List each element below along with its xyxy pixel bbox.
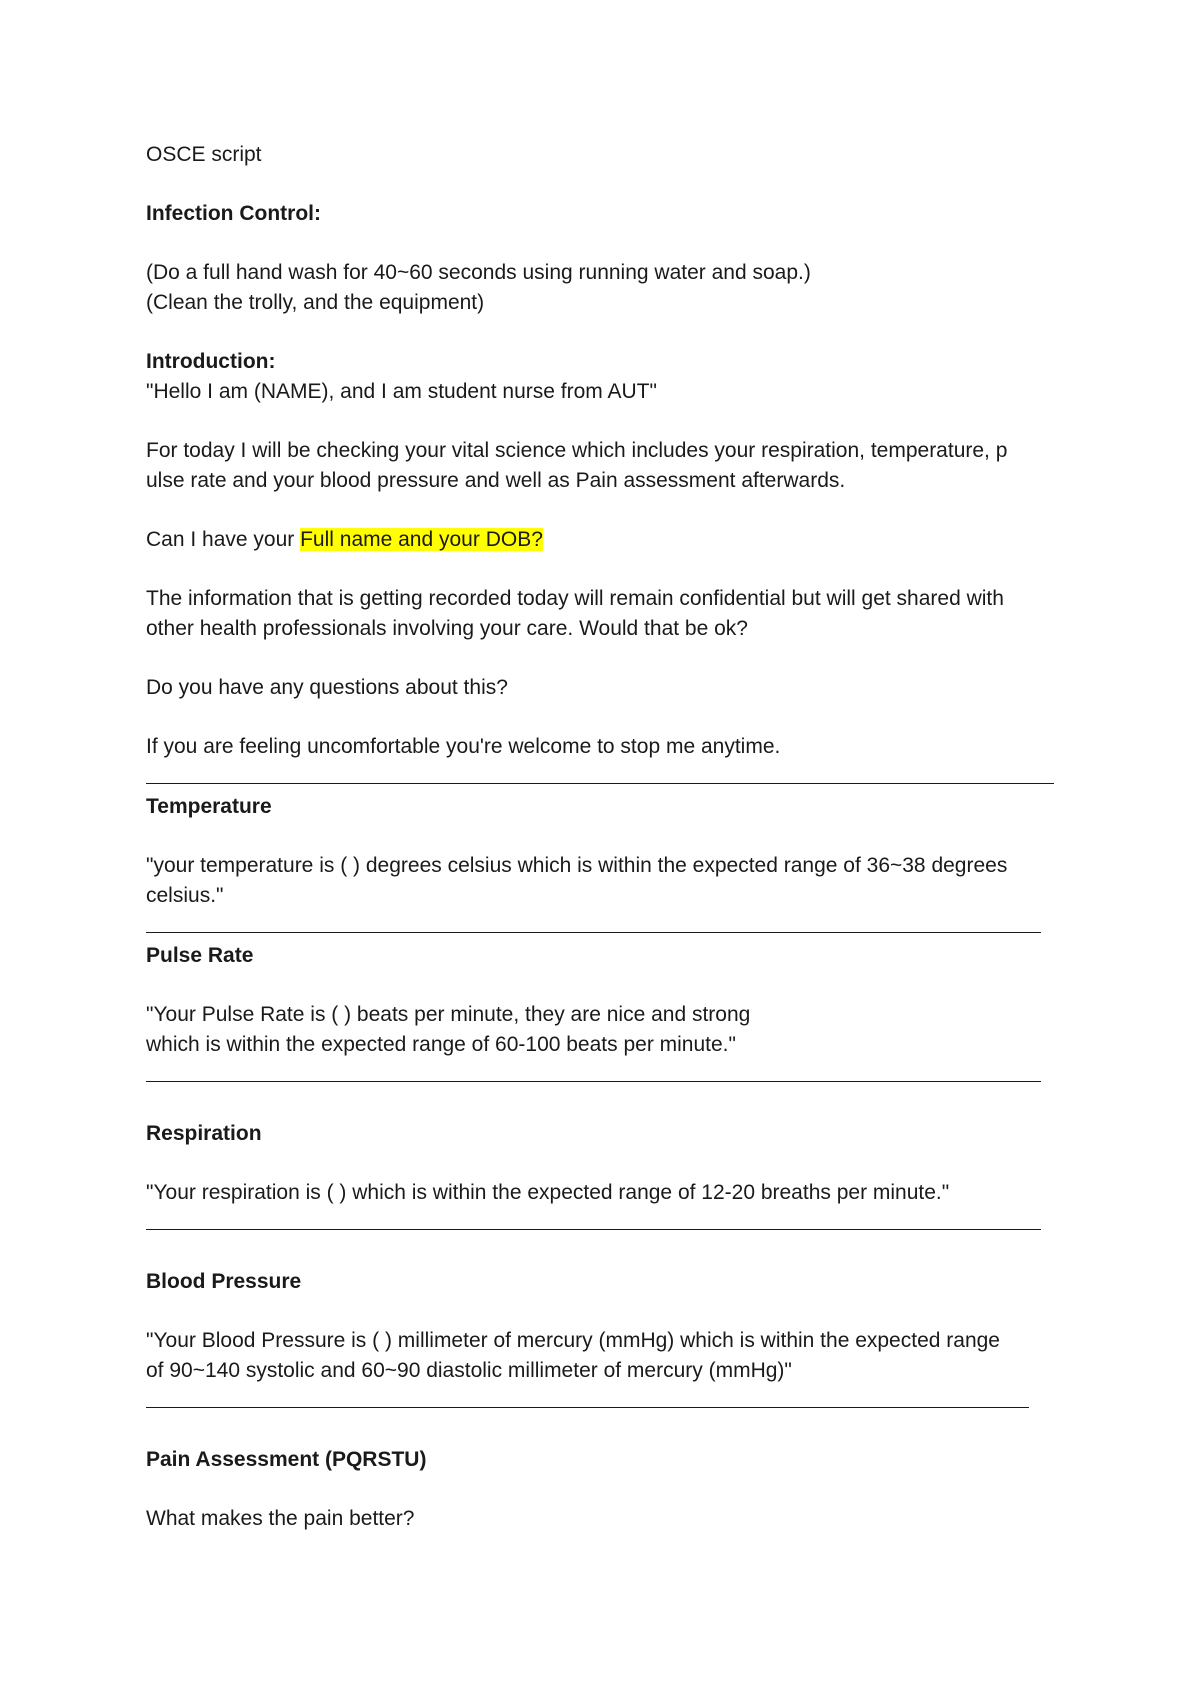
stop-anytime-line: If you are feeling uncomfortable you're welcome to stop me anytime. xyxy=(146,735,781,758)
blood-pressure-line-2: of 90~140 systolic and 60~90 diastolic millimeter of mercury (mmHg)" xyxy=(146,1359,792,1382)
section-divider xyxy=(146,1386,1029,1416)
pulse-rate-heading: Pulse Rate xyxy=(146,944,254,967)
questions-line: Do you have any questions about this? xyxy=(146,676,508,699)
identity-request-prefix: Can I have your xyxy=(146,528,301,551)
introduction-purpose-line-2: ulse rate and your blood pressure and well as Pain assessment afterwards. xyxy=(146,469,846,492)
section-divider xyxy=(146,1060,1041,1090)
pain-question: What makes the pain better? xyxy=(146,1507,415,1530)
temperature-heading: Temperature xyxy=(146,795,272,818)
respiration-line: "Your respiration is ( ) which is within the expected range of 12-20 breaths per minute." xyxy=(146,1181,950,1204)
identity-request-highlight: Full name and your DOB? xyxy=(300,528,543,551)
pulse-rate-line-2: which is within the expected range of 60-100 beats per minute." xyxy=(146,1033,736,1056)
confidentiality-line-1: The information that is getting recorded today will remain confidential but will get shared with xyxy=(146,587,1004,610)
temperature-line-2: celsius." xyxy=(146,884,224,907)
confidentiality-line-2: other health professionals involving your care. Would that be ok? xyxy=(146,617,748,640)
respiration-heading: Respiration xyxy=(146,1122,262,1145)
introduction-purpose-line-1: For today I will be checking your vital science which includes your respiration, temperature, p xyxy=(146,439,1008,462)
blood-pressure-line-1: "Your Blood Pressure is ( ) millimeter of mercury (mmHg) which is within the expected range xyxy=(146,1329,1000,1352)
infection-control-heading: Infection Control: xyxy=(146,202,321,225)
introduction-greeting: "Hello I am (NAME), and I am student nurse from AUT" xyxy=(146,380,657,403)
introduction-heading: Introduction: xyxy=(146,350,276,373)
blood-pressure-heading: Blood Pressure xyxy=(146,1270,302,1293)
section-divider xyxy=(146,1208,1041,1238)
identity-request xyxy=(146,525,1076,555)
document-page xyxy=(146,140,1076,1534)
infection-line-2: (Clean the trolly, and the equipment) xyxy=(146,291,485,314)
temperature-line-1: "your temperature is ( ) degrees celsius which is within the expected range of 36~38 degrees xyxy=(146,854,1008,877)
pulse-rate-line-1: "Your Pulse Rate is ( ) beats per minute, they are nice and strong xyxy=(146,1003,751,1026)
pain-assessment-heading: Pain Assessment (PQRSTU) xyxy=(146,1448,427,1471)
section-divider xyxy=(146,911,1041,941)
document-title: OSCE script xyxy=(146,143,262,166)
infection-line-1: (Do a full hand wash for 40~60 seconds using running water and soap.) xyxy=(146,261,811,284)
section-divider xyxy=(146,762,1054,792)
